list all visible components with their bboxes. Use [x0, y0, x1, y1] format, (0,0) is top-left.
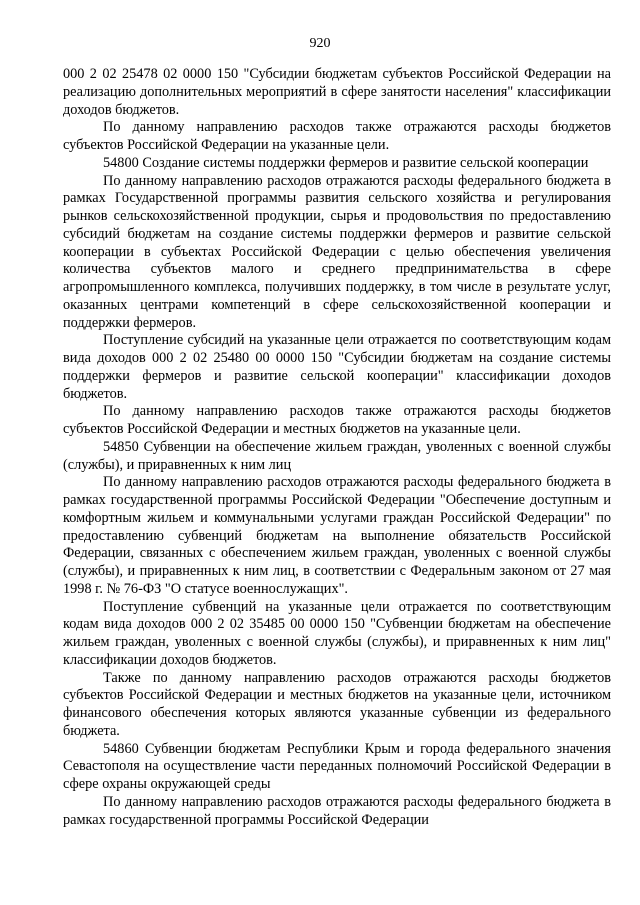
paragraph-54850-income-code: Поступление субвенций на указанные цели отражается по соответствующим кодам вида доходов 000 2 02 35485 00 0000 150 "Субвенции бюджетам на обеспечение жильем граждан, уволенных с военной службы (службы), и приравненных к ним лиц" классификации доходов бюджетов.	[63, 598, 611, 668]
paragraph-54850-regional-note: Также по данному направлению расходов отражаются расходы бюджетов субъектов Российской Федерации и местных бюджетов на указанные цели, источником финансового обеспечения которых являются указанные субвенции из федерального бюджета.	[63, 669, 611, 739]
heading-54850: 54850 Субвенции на обеспечение жильем граждан, уволенных с военной службы (службы), и приравненных к ним лиц	[63, 438, 611, 473]
paragraph-54850-description: По данному направлению расходов отражаются расходы федерального бюджета в рамках государственной программы Российской Федерации "Обеспечение доступным и комфортным жильем и коммунальными услугами граждан Российской Федерации" по предоставлению субвенций бюджетам на выполнение обязательств Российской Федерации, связанных с обеспечением жильем граждан, уволенных с военной службы (службы), и приравненных к ним лиц, в соответствии с Федеральным законом от 27 мая 1998 г. № 76-ФЗ "О статусе военнослужащих".	[63, 474, 611, 597]
paragraph-income-code-25478: 000 2 02 25478 02 0000 150 "Субсидии бюджетам субъектов Российской Федерации на реализацию дополнительных мероприятий в сфере занятости населения" классификации доходов бюджетов.	[63, 66, 611, 118]
paragraph-54860-description: По данному направлению расходов отражаются расходы федерального бюджета в рамках государственной программы Российской Федерации	[63, 793, 611, 828]
page-number: 920	[309, 36, 331, 51]
paragraph-54800-description: По данному направлению расходов отражаются расходы федерального бюджета в рамках Государственной программы развития сельского хозяйства и регулирования рынков сельскохозяйственной продукции, сырья и продовольствия по предоставлению субсидий бюджетам на создание системы поддержки фермеров и развитие сельской кооперации в субъектах Российской Федерации с целью обеспечения увеличения количества субъектов малого и среднего предпринимательства в сфере агропромышленного комплекса, получивших поддержку, в том числе в результате услуг, оказанных центрами компетенций в сфере сельскохозяйственной кооперации и поддержки фермеров.	[63, 172, 611, 331]
document-body	[63, 66, 611, 829]
paragraph-54800-income-code: Поступление субсидий на указанные цели отражается по соответствующим кодам вида доходов 000 2 02 25480 00 0000 150 "Субсидии бюджетам на создание системы поддержки фермеров и развитие сельской кооперации" классификации доходов бюджетов.	[63, 332, 611, 402]
paragraph-regional-budgets-note: По данному направлению расходов также отражаются расходы бюджетов субъектов Российской Федерации на указанные цели.	[63, 119, 611, 153]
heading-54800: 54800 Создание системы поддержки фермеров и развитие сельской кооперации	[103, 154, 589, 171]
heading-54860: 54860 Субвенции бюджетам Республики Крым и города федерального значения Севастополя на осуществление части переданных полномочий Российской Федерации в сфере охраны окружающей среды	[63, 740, 611, 792]
paragraph-54800-regional-note: По данному направлению расходов также отражаются расходы бюджетов субъектов Российской Федерации и местных бюджетов на указанные цели.	[63, 403, 611, 437]
